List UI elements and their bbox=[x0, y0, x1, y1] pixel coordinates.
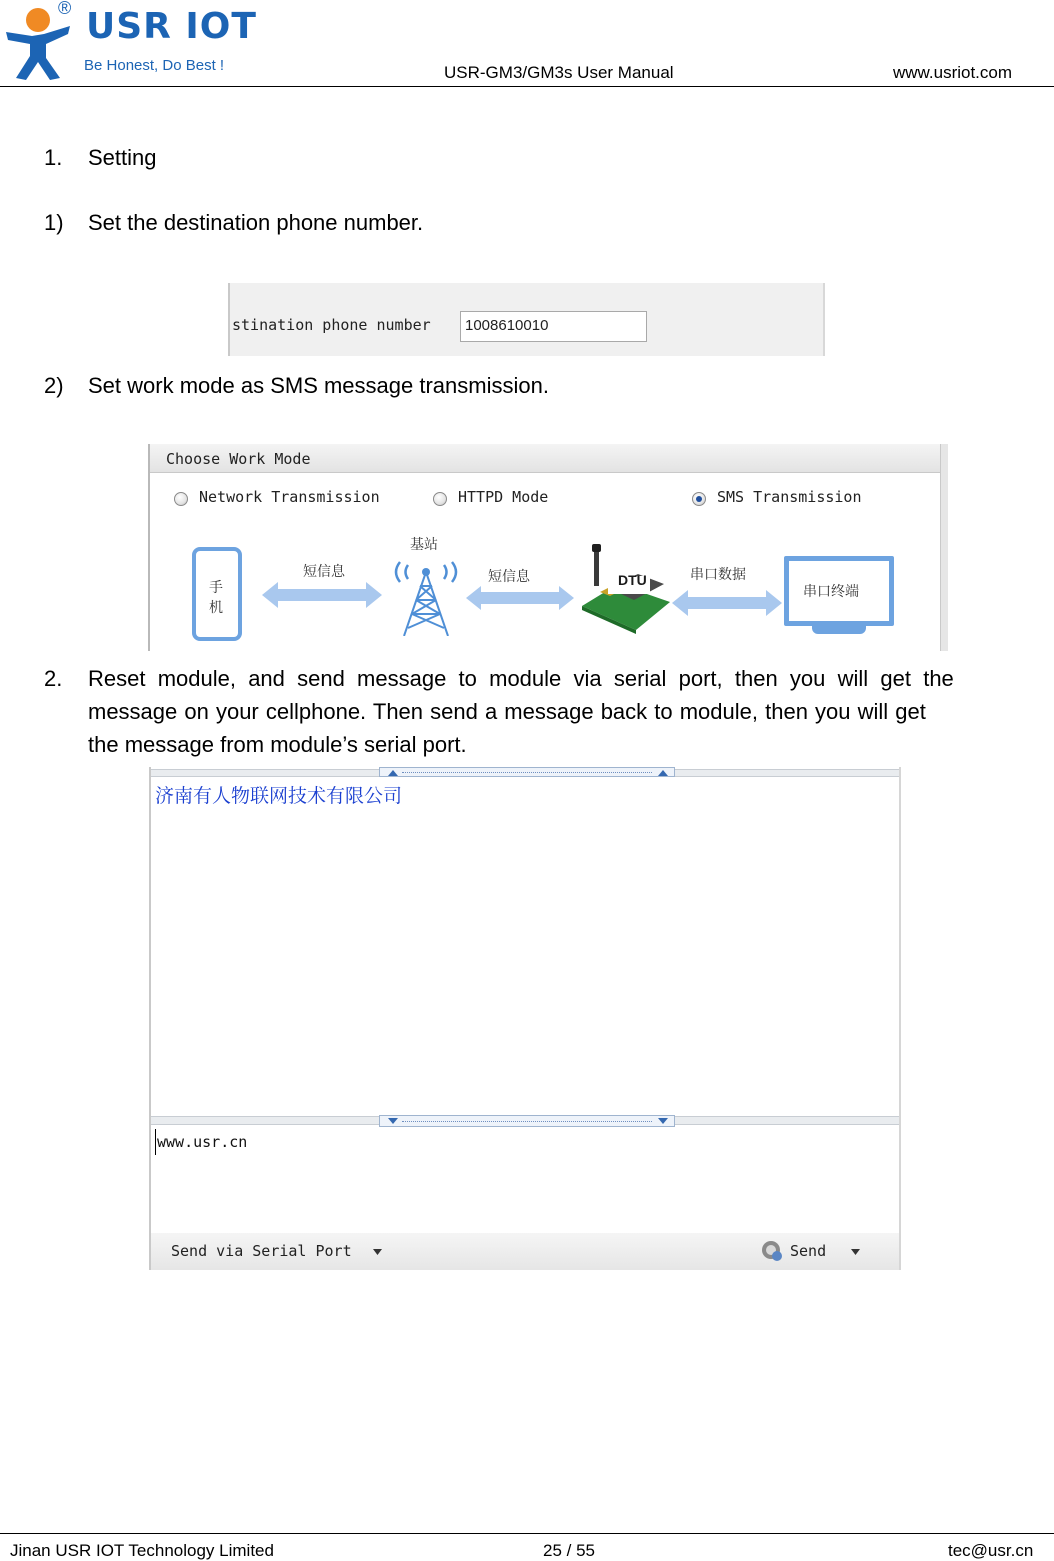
section-2-line-1: Reset module, and send message to module via serial port, then you will get the bbox=[88, 666, 954, 691]
doc-title: USR-GM3/GM3s User Manual bbox=[444, 63, 674, 82]
step-2-text: Set work mode as SMS message transmission. bbox=[88, 373, 549, 398]
arrow-2-label: 短信息 bbox=[488, 569, 530, 585]
collapse-up-icon-right[interactable] bbox=[658, 769, 668, 776]
step-2-number: 2) bbox=[44, 373, 64, 398]
received-text: 济南有人物联网技术有限公司 bbox=[155, 785, 403, 807]
serial-toolbar bbox=[151, 1233, 899, 1270]
footer-page-number: 25 / 55 bbox=[543, 1541, 595, 1560]
dtu-device-icon bbox=[578, 544, 674, 634]
send-button-label[interactable]: Send bbox=[790, 1242, 827, 1260]
serial-window bbox=[149, 767, 901, 1270]
header-divider bbox=[0, 86, 1054, 87]
work-mode-panel bbox=[148, 444, 947, 651]
logo-tagline: Be Honest, Do Best ! bbox=[84, 57, 225, 74]
phone-diagram-icon bbox=[192, 547, 242, 641]
collapse-down-icon-right[interactable] bbox=[658, 1118, 668, 1125]
arrow-3-label: 串口数据 bbox=[690, 567, 746, 583]
footer-company: Jinan USR IOT Technology Limited bbox=[10, 1541, 274, 1560]
send-dropdown-icon[interactable] bbox=[851, 1249, 860, 1255]
top-splitter-grip[interactable] bbox=[379, 767, 675, 777]
work-mode-title-bar bbox=[150, 444, 940, 473]
section-1-number: 1. bbox=[44, 145, 63, 170]
grip-dots bbox=[402, 772, 652, 773]
step-1-text: Set the destination phone number. bbox=[88, 210, 424, 235]
footer-divider bbox=[0, 1533, 1054, 1534]
footer-email: tec@usr.cn bbox=[948, 1541, 1034, 1560]
double-arrow-3-icon bbox=[672, 590, 782, 616]
httpd-mode-label[interactable]: HTTPD Mode bbox=[458, 488, 549, 506]
send-data-input[interactable] bbox=[155, 1129, 895, 1225]
text-cursor bbox=[155, 1129, 156, 1155]
double-arrow-2-icon bbox=[466, 586, 574, 610]
network-transmission-radio[interactable] bbox=[174, 492, 188, 506]
destination-phone-input[interactable] bbox=[460, 311, 647, 342]
registered-mark: ® bbox=[58, 0, 72, 18]
work-mode-title: Choose Work Mode bbox=[166, 450, 311, 468]
destination-phone-value: 1008610010 bbox=[465, 317, 549, 334]
network-transmission-label[interactable]: Network Transmission bbox=[199, 488, 380, 506]
step-1-number: 1) bbox=[44, 210, 64, 235]
httpd-mode-radio[interactable] bbox=[433, 492, 447, 506]
base-station-tower-icon bbox=[386, 552, 466, 636]
collapse-up-icon[interactable] bbox=[388, 769, 398, 776]
grip-dots-bottom bbox=[402, 1121, 652, 1122]
logo-text: USR IOT bbox=[86, 6, 257, 47]
arrow-1-label: 短信息 bbox=[303, 564, 345, 580]
dtu-label: DTU bbox=[618, 572, 647, 588]
send-via-serial-port-label[interactable]: Send via Serial Port bbox=[171, 1242, 352, 1260]
destination-phone-panel bbox=[228, 283, 825, 356]
double-arrow-1-icon bbox=[262, 582, 382, 608]
section-2-line-2: message on your cellphone. Then send a message back to module, then you will get bbox=[88, 699, 926, 724]
received-data-area[interactable] bbox=[155, 781, 895, 1111]
collapse-down-icon[interactable] bbox=[388, 1118, 398, 1125]
send-icon[interactable] bbox=[761, 1239, 785, 1263]
sms-transmission-radio[interactable] bbox=[692, 492, 706, 506]
phone-label-char-2: 机 bbox=[209, 600, 223, 616]
work-mode-right-edge bbox=[940, 444, 948, 651]
phone-label-char-1: 手 bbox=[209, 580, 223, 596]
sms-transmission-label[interactable]: SMS Transmission bbox=[717, 488, 862, 506]
send-text: www.usr.cn bbox=[157, 1133, 248, 1151]
bottom-splitter-grip[interactable] bbox=[379, 1115, 675, 1127]
monitor-stand bbox=[812, 626, 866, 634]
send-via-dropdown-icon[interactable] bbox=[373, 1249, 382, 1255]
serial-terminal-label: 串口终端 bbox=[803, 584, 859, 600]
destination-phone-label: stination phone number bbox=[232, 316, 431, 334]
section-2-number: 2. bbox=[44, 666, 63, 691]
section-2-line-3: the message from module’s serial port. bbox=[88, 732, 467, 757]
website: www.usriot.com bbox=[893, 63, 1013, 82]
tower-label: 基站 bbox=[410, 537, 438, 553]
serial-terminal-icon bbox=[784, 556, 894, 626]
section-1-title: Setting bbox=[88, 145, 157, 170]
